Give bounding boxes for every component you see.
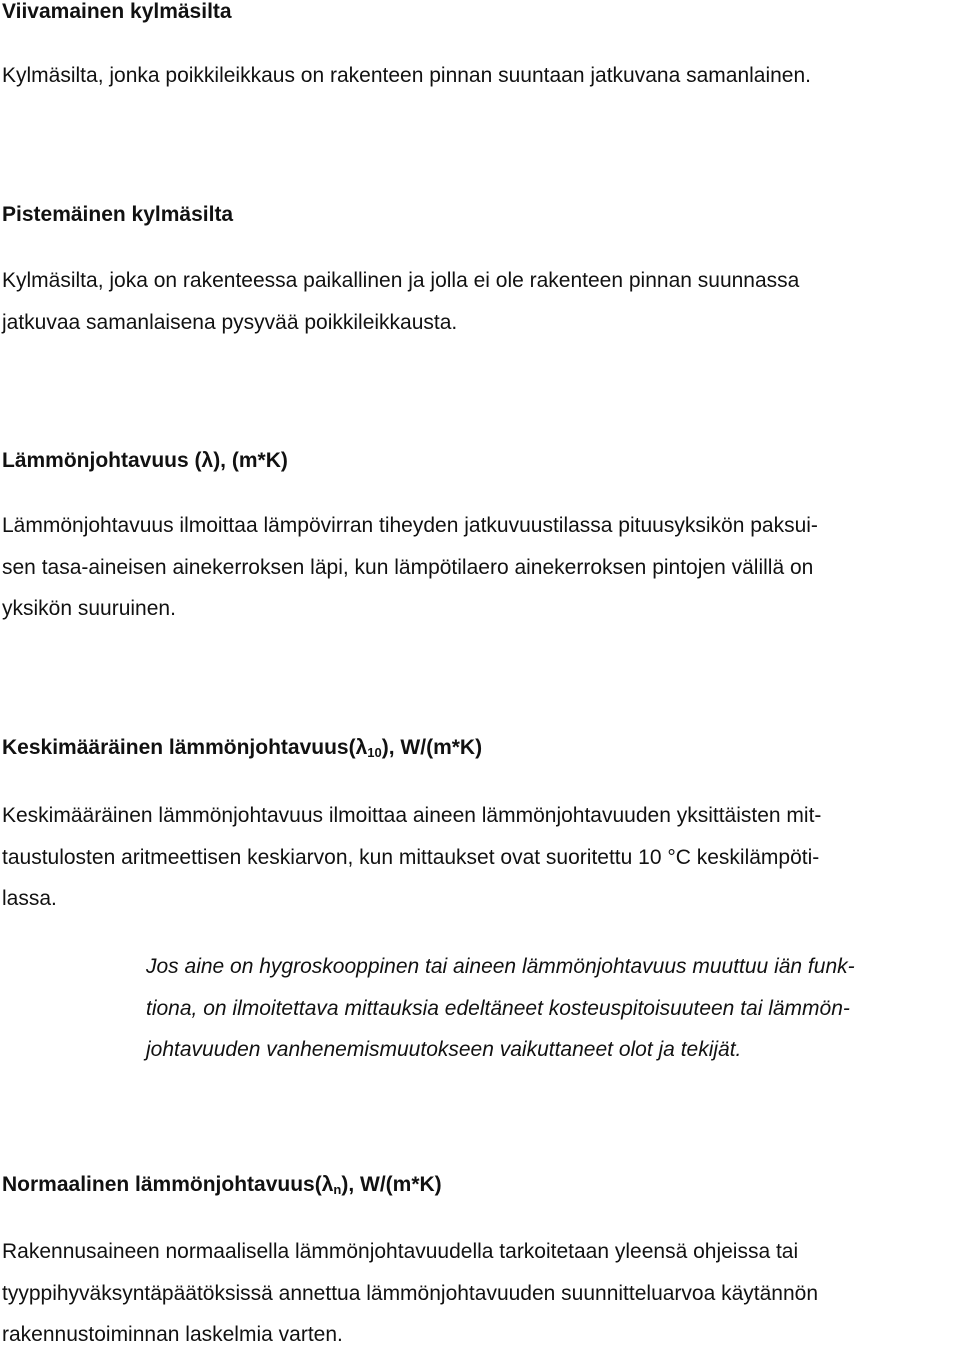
heading-linear-thermal-bridge: Viivamainen kylmäsilta: [2, 0, 232, 23]
paragraph-point-thermal-bridge: [2, 260, 942, 343]
paragraph-linear-thermal-bridge: [2, 55, 942, 97]
heading-subscript: n: [333, 1182, 342, 1197]
paragraph-mean-thermal-conductivity: [2, 795, 942, 920]
heading-suffix: ), W/(m*K): [381, 736, 483, 759]
text-line: Kylmäsilta, jonka poikkileikkaus on rakenteen pinnan suuntaan jatkuvana samanlainen.: [2, 64, 812, 87]
text-line: Rakennusaineen normaalisella lämmönjohtavuudella tarkoitetaan yleensä ohjeissa tai: [2, 1240, 799, 1263]
note-hygroscopic-material: [146, 946, 946, 1071]
text-line: taustulosten aritmeettisen keskiarvon, kun mittaukset ovat suoritettu 10 °C keskilämpöti-: [2, 845, 820, 869]
heading-suffix: ), W/(m*K): [341, 1173, 442, 1196]
heading-prefix: Normaalinen lämmönjohtavuus(λ: [2, 1173, 334, 1196]
note-line: Jos aine on hygroskooppinen tai aineen lämmönjohtavuus muuttuu iän funk-: [146, 955, 855, 978]
heading-prefix: Keskimääräinen lämmönjohtavuus(λ: [2, 736, 368, 759]
heading-subscript: 10: [367, 745, 382, 760]
heading-normal-thermal-conductivity: [2, 1173, 442, 1197]
heading-mean-thermal-conductivity: [2, 736, 482, 760]
text-line: lassa.: [2, 887, 57, 910]
text-line: Lämmönjohtavuus ilmoittaa lämpövirran tiheyden jatkuvuustilassa pituusyksikön paksui-: [2, 514, 818, 537]
note-line: johtavuuden vanhenemismuutokseen vaikuttaneet olot ja tekijät.: [146, 1038, 742, 1061]
paragraph-normal-thermal-conductivity: [2, 1231, 942, 1356]
heading-thermal-conductivity: Lämmönjohtavuus (λ), (m*K): [2, 449, 288, 472]
text-line: Keskimääräinen lämmönjohtavuus ilmoittaa aineen lämmönjohtavuuden yksittäisten mit-: [2, 804, 822, 827]
text-line: sen tasa-aineisen ainekerroksen läpi, kun lämpötilaero ainekerroksen pintojen välillä on: [2, 555, 814, 579]
text-line: yksikön suuruinen.: [2, 597, 176, 620]
text-line: rakennustoiminnan laskelmia varten.: [2, 1323, 343, 1346]
note-line: tiona, on ilmoitettava mittauksia edeltäneet kosteuspitoisuuteen tai lämmön-: [146, 996, 850, 1020]
text-line: tyyppihyväksyntäpäätöksissä annettua lämmönjohtavuuden suunnitteluarvoa käytännön: [2, 1281, 819, 1305]
text-line: Kylmäsilta, joka on rakenteessa paikallinen ja jolla ei ole rakenteen pinnan suunnassa: [2, 269, 800, 292]
text-line: jatkuvaa samanlaisena pysyvää poikkileikkausta.: [2, 310, 458, 334]
heading-point-thermal-bridge: Pistemäinen kylmäsilta: [2, 203, 234, 226]
paragraph-thermal-conductivity: [2, 505, 942, 630]
